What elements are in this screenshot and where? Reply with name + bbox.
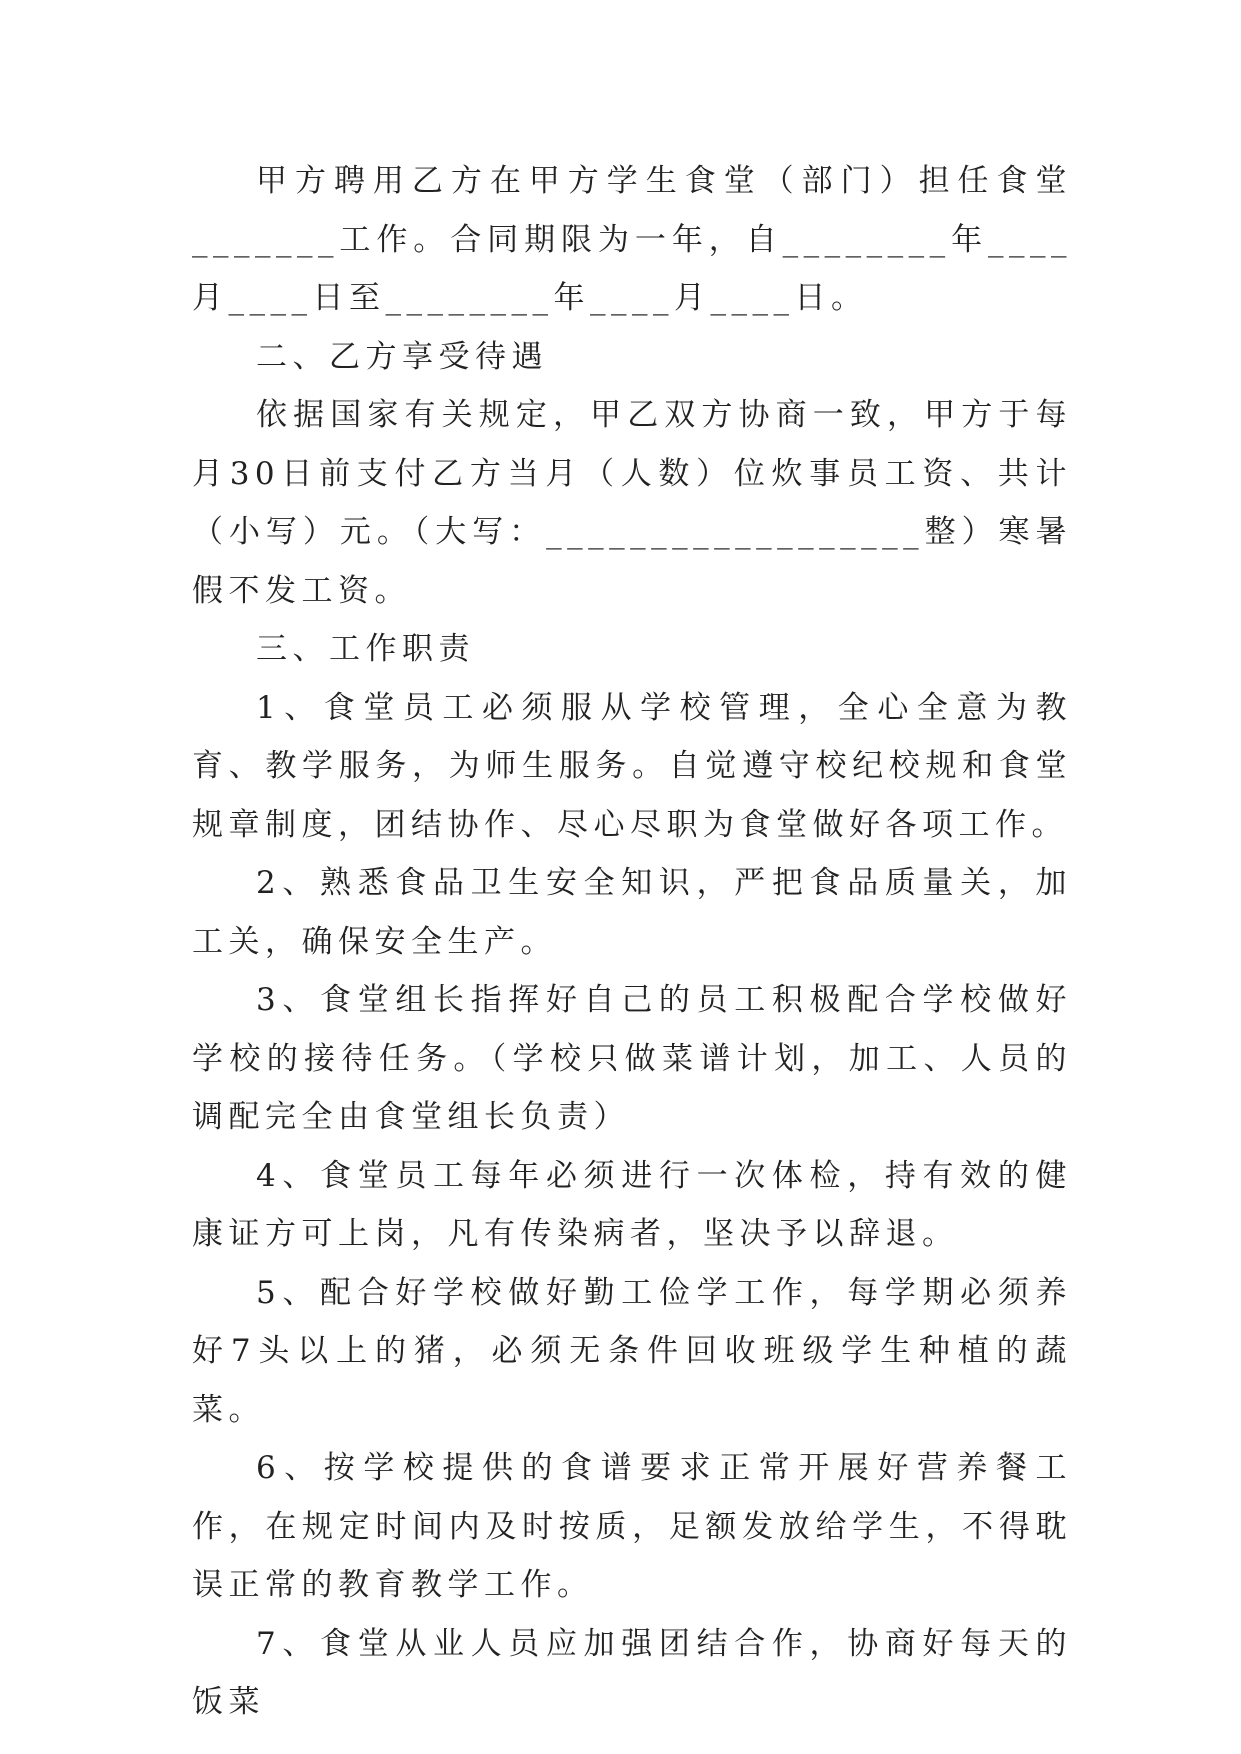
duty-item-4: 4、食堂员工每年必须进行一次体检，持有效的健康证方可上岗，凡有传染病者，坚决予以辞退。 [192,1157,1072,1252]
document-body [192,152,1072,1732]
paragraph-salary: 依据国家有关规定，甲乙双方协商一致，甲方于每月30日前支付乙方当月（人数）位炊事员工资、共计（小写）元。（大写：__________________整）寒暑假不发工资。 [192,397,1072,609]
section-heading-duties: 三、工作职责 [256,631,475,667]
duty-item-5: 5、配合好学校做好勤工俭学工作，每学期必须养好7头以上的猪，必须无条件回收班级学生种植的蔬菜。 [192,1274,1072,1428]
section-heading-benefits: 二、乙方享受待遇 [256,338,548,375]
duty-item-2: 2、熟悉食品卫生安全知识，严把食品质量关，加工关，确保安全生产。 [192,865,1072,960]
duty-item-3: 3、食堂组长指挥好自己的员工积极配合学校做好学校的接待任务。（学校只做菜谱计划，加工、人员的调配完全由食堂组长负责） [192,982,1072,1135]
duty-item-6: 6、按学校提供的食谱要求正常开展好营养餐工作，在规定时间内及时按质，足额发放给学生，不得耽误正常的教育教学工作。 [192,1450,1072,1603]
paragraph-employment-term: 甲方聘用乙方在甲方学生食堂（部门）担任食堂_______工作。合同期限为一年，自________年____月____日至________年____月____日。 [192,163,1072,316]
duty-item-7: 7、食堂从业人员应加强团结合作，协商好每天的饭菜 [192,1625,1072,1720]
duty-item-1: 1、食堂员工必须服从学校管理，全心全意为教育、教学服务，为师生服务。自觉遵守校纪校规和食堂规章制度，团结协作、尽心尽职为食堂做好各项工作。 [192,689,1072,843]
